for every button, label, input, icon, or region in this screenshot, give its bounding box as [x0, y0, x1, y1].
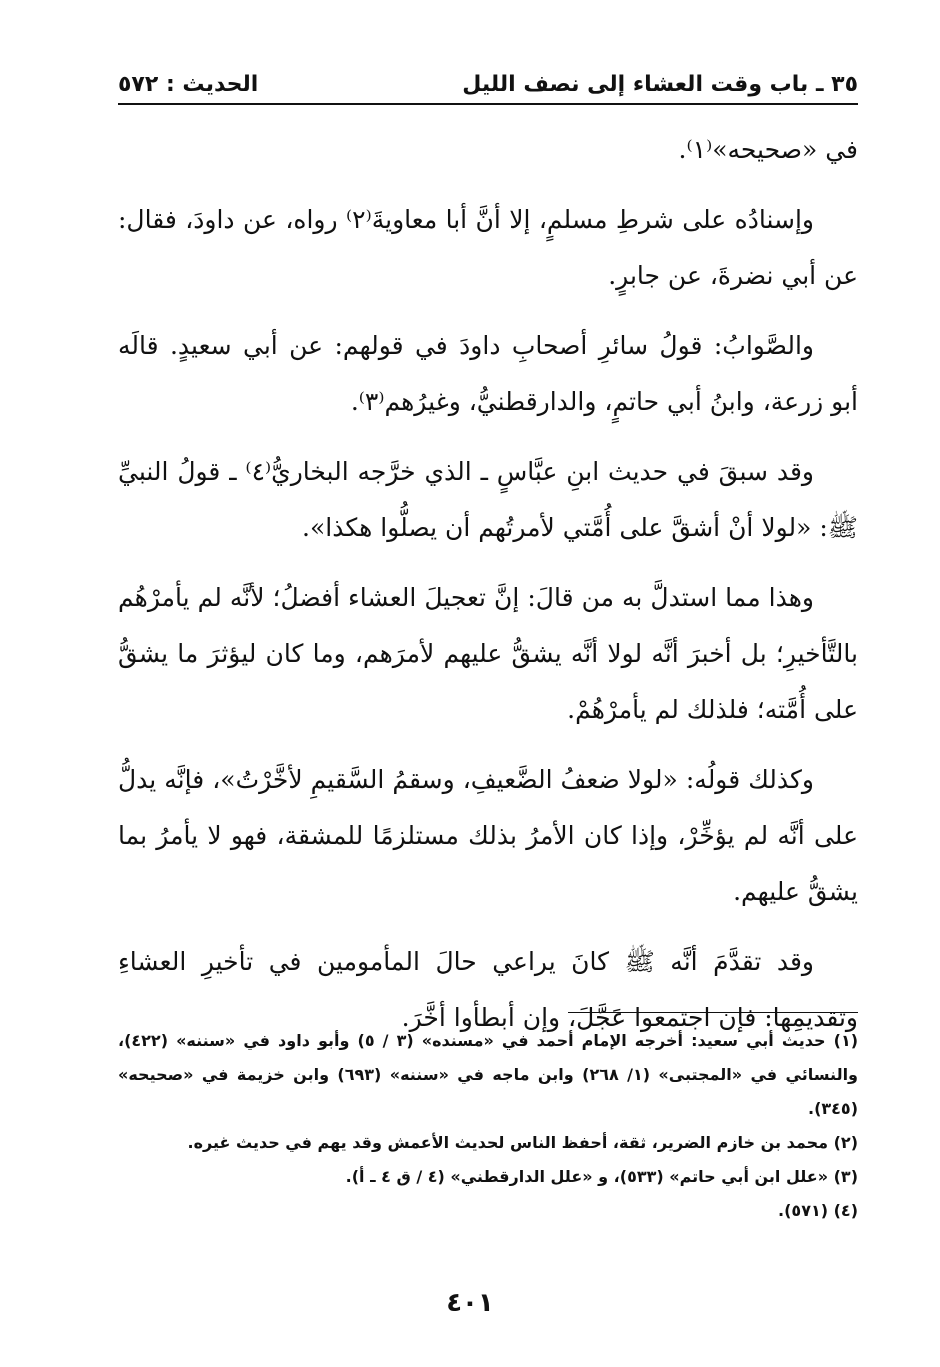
paragraph: في «صحيحه»⁽١⁾.	[678, 135, 858, 164]
paragraph: وهذا مما استدلَّ به من قالَ: إنَّ تعجيلَ العشاء أفضلُ؛ لأنَّه لم يأمرْهُم بالتَّأخيرِ؛ بل أخبرَ أنَّه لولا أنَّه يشقُّ عليهم لأمرَهم، وما كان ليؤثرَ ما يشقُّ على أُمَّته؛ فلذلك لم يأمرْهُمْ.	[118, 583, 858, 724]
page-number: ٤٠١	[446, 1288, 494, 1318]
header-divider	[118, 103, 858, 105]
paragraph: وقد تقدَّمَ أنَّه ﷺ كانَ يراعي حالَ المأمومين في تأخيرِ العشاءِ وتقديمِها: فإن اجتمعوا عَجَّلَ، وإن أبطأوا أخَّرَ.	[118, 947, 858, 1032]
footnote-divider	[568, 1012, 858, 1013]
paragraph: وإسنادُه على شرطِ مسلمٍ، إلا أنَّ أبا معاويةَ⁽٢⁾ رواه، عن داودَ، فقال: عن أبي نضرةَ، عن جابرٍ.	[118, 205, 858, 290]
page-header	[118, 62, 858, 106]
footnotes	[118, 1024, 858, 1228]
paragraph: وقد سبقَ في حديث ابنِ عبَّاسٍ ـ الذي خرَّجه البخاريُّ⁽٤⁾ ـ قولُ النبيِّ ﷺ: «لولا أنْ أشقَّ على أُمَّتي لأمرتُهم أن يصلُّوا هكذا».	[118, 457, 858, 542]
footnote: (٣) «علل ابن أبي حاتم» (٥٣٣)، و «علل الدارقطني» (٤ / ق ٤ ـ أ).	[345, 1167, 858, 1186]
footnote: (٤) (٥٧١).	[778, 1201, 858, 1220]
footnote: (١) حديث أبي سعيد: أخرجه الإمام أحمد في «مسنده» (٣ / ٥) وأبو داود في «سننه» (٤٢٢)، والنسائي في «المجتبى» (١/ ٢٦٨) وابن ماجه في «سننه» (٦٩٣) وابن خزيمة في «صحيحه» (٣٤٥).	[118, 1031, 859, 1118]
paragraph: وكذلك قولُه: «لولا ضعفُ الضَّعيفِ، وسقمُ السَّقيمِ لأخَّرْتُ»، فإنَّه يدلُّ على أنَّه لم يؤخِّرْ، وإذا كان الأمرُ بذلك مستلزمًا للمشقة، فهو لا يأمرُ بما يشقُّ عليهم.	[118, 765, 858, 906]
hadith-reference: الحديث : ٥٧٢	[118, 71, 259, 97]
paragraph: والصَّوابُ: قولُ سائرِ أصحابِ داودَ في قولهم: عن أبي سعيدٍ. قالَه أبو زرعة، وابنُ أبي حاتمٍ، والدارقطنيُّ، وغيرُهم⁽٣⁾.	[118, 331, 858, 416]
main-text	[118, 122, 858, 1060]
footnote: (٢) محمد بن خازم الضرير، ثقة، أحفظ الناس لحديث الأعمش وقد يهم في حديث غيره.	[187, 1133, 858, 1152]
chapter-title: ٣٥ ـ باب وقت العشاء إلى نصف الليل	[462, 71, 858, 97]
